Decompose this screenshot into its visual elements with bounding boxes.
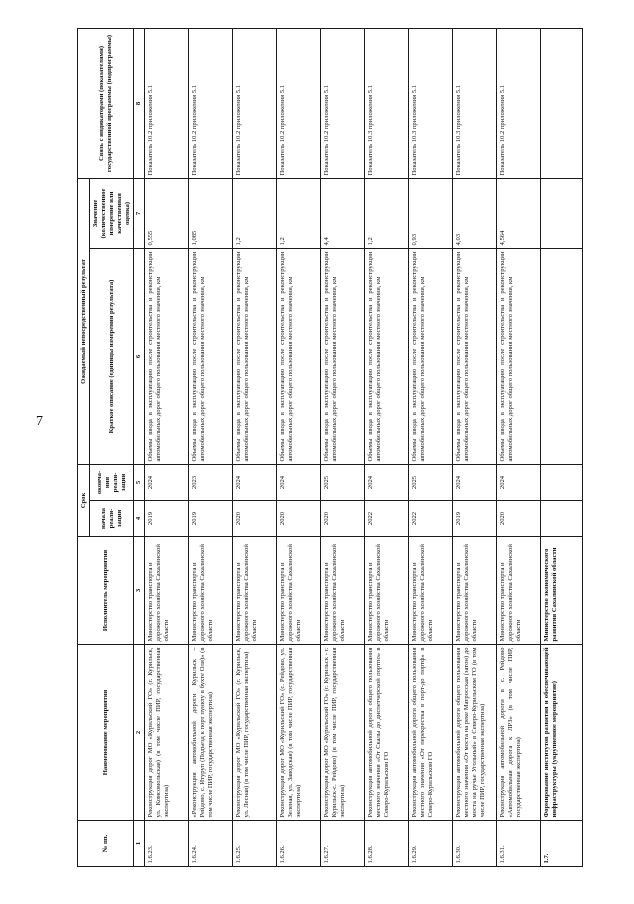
column-number-row <box>134 28 145 866</box>
column-number: 6 <box>134 249 145 465</box>
row-end: 2024 <box>453 465 497 501</box>
row-executor: Министерство транспорта и дорожного хозяйства Сахалинской области <box>145 537 189 645</box>
section-executor: Министерство экономического развития Сахалинской области <box>541 537 583 645</box>
row-end: 2024 <box>277 465 321 501</box>
row-start: 2022 <box>365 501 409 537</box>
row-start: 2019 <box>189 501 233 537</box>
rotated-page <box>77 29 612 867</box>
table-row <box>365 28 409 866</box>
row-end: 2024 <box>233 465 277 501</box>
table-row <box>233 28 277 866</box>
header-start: начала реали-зации <box>90 501 134 537</box>
empty-cell <box>541 178 583 248</box>
row-value: 4,03 <box>453 178 497 248</box>
row-name: Реконструкция автомобильной дороги общего пользования местного значения «От перекрестка в порт-до портф» в Северо-Курильском ГО <box>409 645 453 821</box>
row-link: Показатель 10.3 приложения 5.1 <box>365 28 409 178</box>
row-num: 1.6.28. <box>365 821 409 867</box>
row-num: 1.6.23. <box>145 821 189 867</box>
row-start: 2019 <box>145 501 189 537</box>
row-description: Объемы ввода в эксплуатацию после строительства и реконструкции автомобильных дорог общего пользования местного значения, км <box>321 249 365 465</box>
row-link: Показатель 10.2 приложения 5.1 <box>277 28 321 178</box>
row-value: 1,2 <box>233 178 277 248</box>
header-value: Значение (количественное измерение или качественная оценка) <box>90 178 134 248</box>
empty-cell <box>541 501 583 537</box>
row-link: Показатель 10.2 приложения 5.1 <box>233 28 277 178</box>
row-num: 1.6.27. <box>321 821 365 867</box>
table-row <box>189 28 233 866</box>
column-number: 4 <box>134 501 145 537</box>
row-description: Объемы ввода в эксплуатацию после строительства и реконструкции автомобильных дорог общего пользования местного значения, км <box>189 249 233 465</box>
row-start: 2020 <box>233 501 277 537</box>
empty-cell <box>541 465 583 501</box>
row-end: 2024 <box>145 465 189 501</box>
header-executor: Исполнитель мероприятия <box>78 537 134 645</box>
row-name: Реконструкция дорог МО «Курильский ГО» (г. Курильск - г. Курильск-с. Рейдово) (в том числе ПИР, государственная экспертиза) <box>321 645 365 821</box>
measures-table <box>77 28 583 867</box>
row-value: 4,4 <box>321 178 365 248</box>
row-num: 1.6.25. <box>233 821 277 867</box>
row-name: Реконструкция автомобильной дороги общего пользования местного значения «От моста на реке Матросская (затон) до моста на ручье Угольный» в Северо-Курильском ГО (в том числе ПИР, государственная экспертиза) <box>453 645 497 821</box>
column-number: 7 <box>134 178 145 248</box>
row-value: 0,93 <box>409 178 453 248</box>
column-number: 8 <box>134 28 145 178</box>
row-value: 0,555 <box>145 178 189 248</box>
section-name: Формирование институтов развития и обеспечивающей инфраструктуры (укрупненное мероприятие) <box>541 645 583 821</box>
row-description: Объемы ввода в эксплуатацию после строительства и реконструкции автомобильных дорог общего пользования местного значения, км <box>497 249 541 465</box>
row-executor: Министерство транспорта и дорожного хозяйства Сахалинской области <box>365 537 409 645</box>
row-executor: Министерство транспорта и дорожного хозяйства Сахалинской области <box>321 537 365 645</box>
row-description: Объемы ввода в эксплуатацию после строительства и реконструкции автомобильных дорог общего пользования местного значения, км <box>145 249 189 465</box>
row-link: Показатель 10.3 приложения 5.1 <box>409 28 453 178</box>
row-name: Реконструкция дорог МО «Курильский ГО» (г. Курильск, ул. Комсомольская) (в том числе ПИР, государственная экспертиза) <box>145 645 189 821</box>
row-start: 2020 <box>497 501 541 537</box>
row-name: Реконструкция автомобильной дороги в с. Рейдово «Автомобильная дорога к ЛРЗ» (в том числе ПИР, государственная экспертиза) <box>497 645 541 821</box>
row-executor: Министерство транспорта и дорожного хозяйства Сахалинской области <box>497 537 541 645</box>
row-value: 1,085 <box>189 178 233 248</box>
header-num: № пп. <box>78 821 134 867</box>
row-link: Показатель 10.2 приложения 5.1 <box>145 28 189 178</box>
table-row <box>277 28 321 866</box>
row-start: 2020 <box>321 501 365 537</box>
row-executor: Министерство транспорта и дорожного хозяйства Сахалинской области <box>277 537 321 645</box>
row-link: Показатель 10.3 приложения 5.1 <box>453 28 497 178</box>
row-name: Реконструкция дорог МО «Курильский ГО» (с. Рейдово, ул. Зеленая, ул. Заводская) (в том числе ПИР, государственная экспертиза) <box>277 645 321 821</box>
row-end: 2025 <box>321 465 365 501</box>
row-value: 1,2 <box>365 178 409 248</box>
row-link: Показатель 10.2 приложения 5.1 <box>321 28 365 178</box>
header-link: Связь с индикаторами (показателями) государственной программы (подпрограммы) <box>78 28 134 178</box>
row-end: 2025 <box>409 465 453 501</box>
header-result: Ожидаемый непосредственный результат <box>78 178 90 464</box>
section-row <box>541 28 583 866</box>
header-end: оконча-ния реали-зации <box>90 465 134 501</box>
row-executor: Министерство транспорта и дорожного хозяйства Сахалинской области <box>409 537 453 645</box>
row-num: 1.6.29. <box>409 821 453 867</box>
row-name: «Реконструкция автомобильной дороги Курильск – Рейдово, с. Итуруп (Подъезд к порт пункту в бухте Оля)» (в том числе ПИР, государственная экспертиза) <box>189 645 233 821</box>
row-description: Объемы ввода в эксплуатацию после строительства и реконструкции автомобильных дорог общего пользования местного значения, км <box>365 249 409 465</box>
row-description: Объемы ввода в эксплуатацию после строительства и реконструкции автомобильных дорог общего пользования местного значения, км <box>409 249 453 465</box>
table-row <box>497 28 541 866</box>
column-number: 2 <box>134 645 145 821</box>
row-start: 2022 <box>409 501 453 537</box>
empty-cell <box>541 249 583 465</box>
header-name: Наименование мероприятия <box>78 645 134 821</box>
row-link: Показатель 10.2 приложения 5.1 <box>497 28 541 178</box>
row-start: 2019 <box>453 501 497 537</box>
table-row <box>453 28 497 866</box>
row-name: Реконструкция дорог МО «Курильский ГО» (г. Курильск, ул. Лесная) (в том числе ПИР, государственная экспертиза) <box>233 645 277 821</box>
header-term: Срок <box>78 465 90 537</box>
header-row-1 <box>78 28 90 866</box>
row-link: Показатель 10.2 приложения 5.1 <box>189 28 233 178</box>
row-executor: Министерство транспорта и дорожного хозяйства Сахалинской области <box>453 537 497 645</box>
row-description: Объемы ввода в эксплуатацию после строительства и реконструкции автомобильных дорог общего пользования местного значения, км <box>233 249 277 465</box>
column-number: 1 <box>134 821 145 867</box>
table-row <box>321 28 365 866</box>
row-num: 1.6.30. <box>453 821 497 867</box>
row-name: Реконструкция автомобильной дороги общего пользования местного значения «От Скалы до диспетчерской портпо» в Северо-Курильском ГО <box>365 645 409 821</box>
table-row <box>409 28 453 866</box>
column-number: 3 <box>134 537 145 645</box>
row-num: 1.6.26. <box>277 821 321 867</box>
row-value: 4,564 <box>497 178 541 248</box>
row-num: 1.6.31. <box>497 821 541 867</box>
table-row <box>145 28 189 866</box>
row-end: 2024 <box>365 465 409 501</box>
row-value: 1,2 <box>277 178 321 248</box>
row-end: 2024 <box>497 465 541 501</box>
row-num: 1.6.24. <box>189 821 233 867</box>
header-description: Краткое описание (единицы измерения результата) <box>90 249 134 465</box>
row-description: Объемы ввода в эксплуатацию после строительства и реконструкции автомобильных дорог общего пользования местного значения, км <box>453 249 497 465</box>
section-num: 1.7. <box>541 821 583 867</box>
row-executor: Министерство транспорта и дорожного хозяйства Сахалинской области <box>189 537 233 645</box>
row-start: 2020 <box>277 501 321 537</box>
column-number: 5 <box>134 465 145 501</box>
empty-cell <box>541 28 583 178</box>
row-executor: Министерство транспорта и дорожного хозяйства Сахалинской области <box>233 537 277 645</box>
page-number: 7 <box>36 414 43 429</box>
row-description: Объемы ввода в эксплуатацию после строительства и реконструкции автомобильных дорог общего пользования местного значения, км <box>277 249 321 465</box>
table-body <box>134 28 583 866</box>
row-end: 2023 <box>189 465 233 501</box>
